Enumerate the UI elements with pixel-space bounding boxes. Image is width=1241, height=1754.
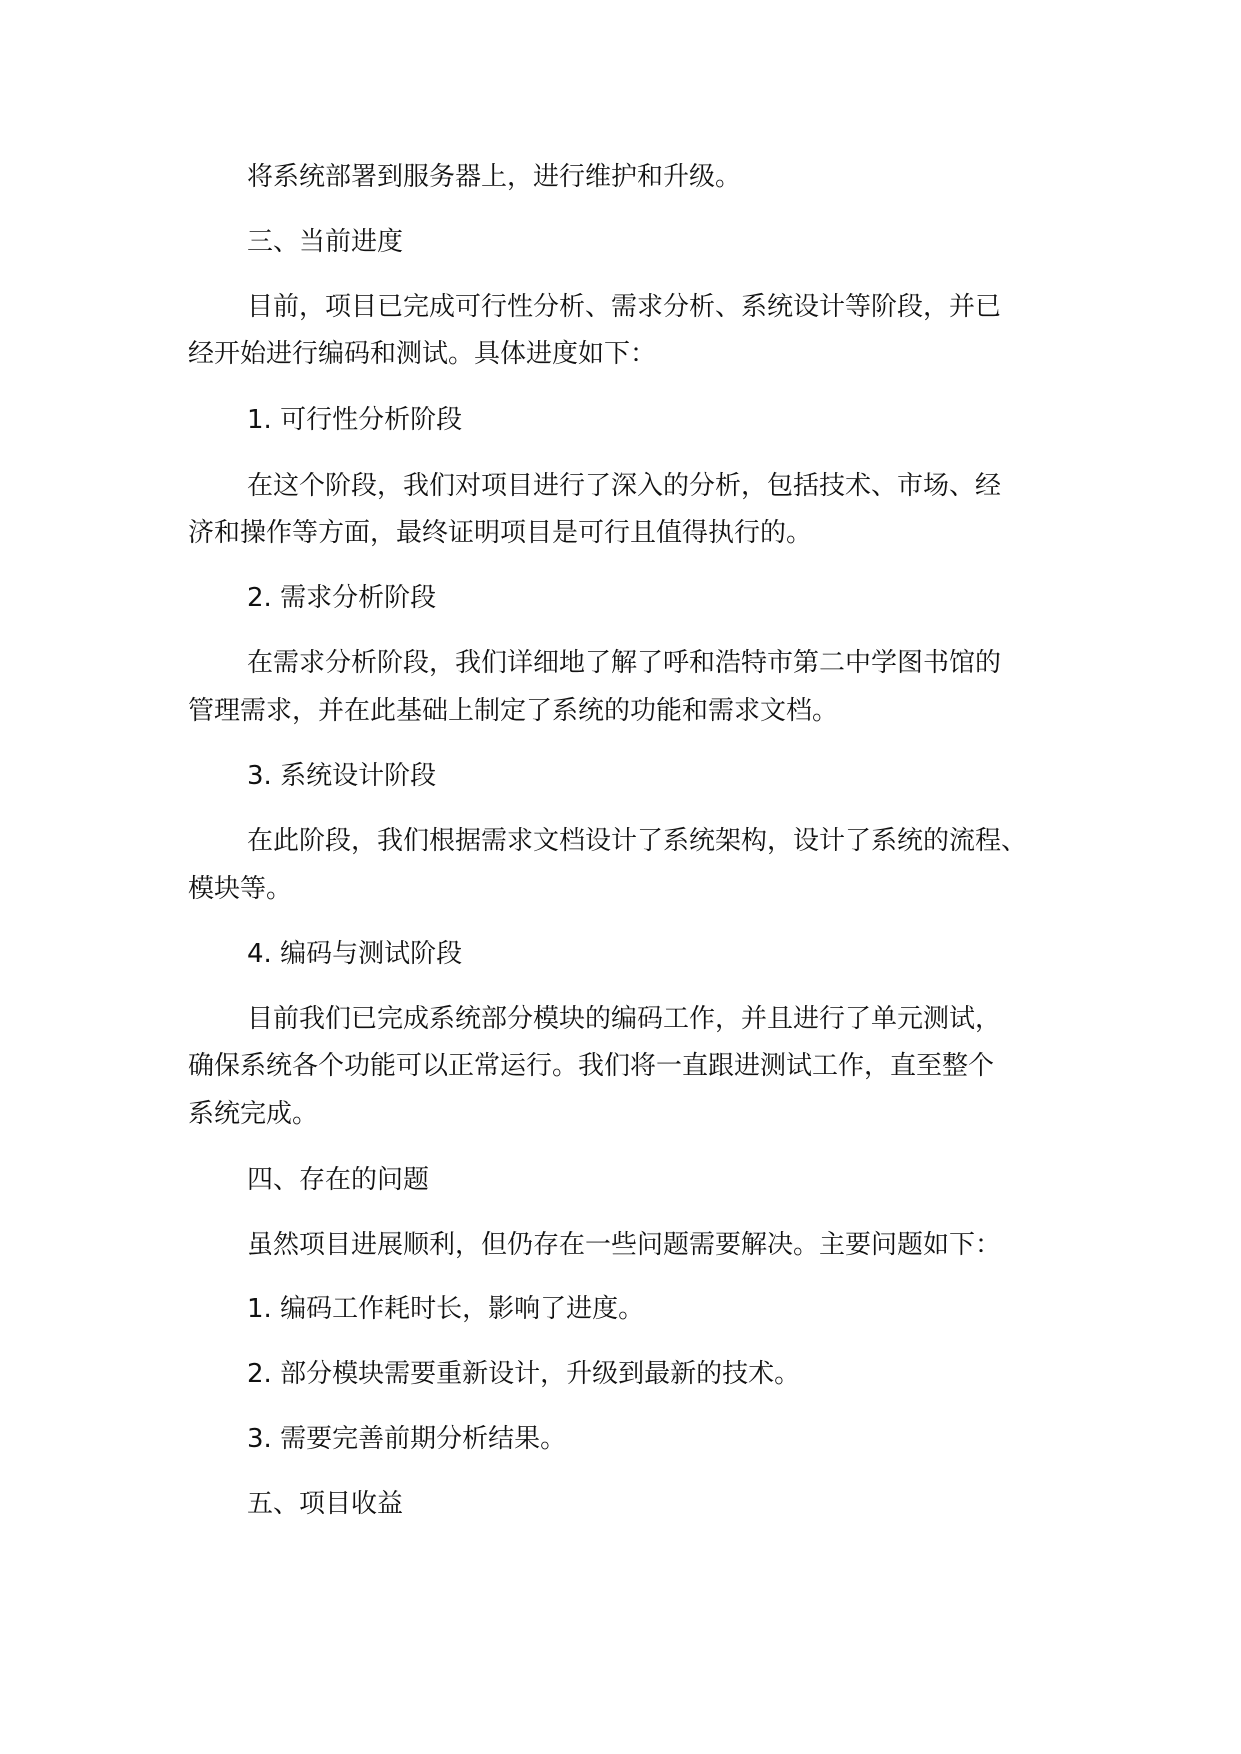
paragraph-progress-line-1: 目前，项目已完成可行性分析、需求分析、系统设计等阶段，并已 — [247, 292, 1002, 322]
paragraph-requirements-line-1: 在需求分析阶段，我们详细地了解了呼和浩特市第二中学图书馆的 — [247, 648, 1002, 678]
paragraph-feasibility-line-1: 在这个阶段，我们对项目进行了深入的分析，包括技术、市场、经 — [247, 471, 1002, 501]
paragraph-design-line-2: 模块等。 — [188, 874, 293, 904]
problem-item-2: 2. 部分模块需要重新设计，升级到最新的技术。 — [247, 1359, 801, 1389]
paragraph-feasibility-line-2: 济和操作等方面，最终证明项目是可行且值得执行的。 — [188, 518, 813, 548]
paragraph-progress-line-2: 经开始进行编码和测试。具体进度如下： — [188, 339, 657, 369]
stage-heading-feasibility: 1. 可行性分析阶段 — [247, 405, 463, 435]
stage-heading-requirements: 2. 需求分析阶段 — [247, 583, 437, 613]
problem-item-3: 3. 需要完善前期分析结果。 — [247, 1424, 567, 1454]
section-heading-problems: 四、存在的问题 — [247, 1165, 430, 1195]
paragraph-design-line-1: 在此阶段，我们根据需求文档设计了系统架构，设计了系统的流程、 — [247, 826, 1028, 856]
paragraph-deploy: 将系统部署到服务器上，进行维护和升级。 — [247, 162, 742, 192]
paragraph-coding-line-2: 确保系统各个功能可以正常运行。我们将一直跟进测试工作，直至整个 — [188, 1051, 995, 1081]
stage-heading-design: 3. 系统设计阶段 — [247, 761, 437, 791]
paragraph-coding-line-3: 系统完成。 — [188, 1099, 319, 1129]
paragraph-problems-intro: 虽然项目进展顺利，但仍存在一些问题需要解决。主要问题如下： — [247, 1230, 1002, 1260]
section-heading-progress: 三、当前进度 — [247, 227, 404, 257]
paragraph-coding-line-1: 目前我们已完成系统部分模块的编码工作，并且进行了单元测试， — [247, 1004, 1002, 1034]
paragraph-requirements-line-2: 管理需求，并在此基础上制定了系统的功能和需求文档。 — [188, 696, 839, 726]
section-heading-benefits: 五、项目收益 — [247, 1489, 404, 1519]
problem-item-1: 1. 编码工作耗时长，影响了进度。 — [247, 1294, 645, 1324]
stage-heading-coding: 4. 编码与测试阶段 — [247, 939, 463, 969]
